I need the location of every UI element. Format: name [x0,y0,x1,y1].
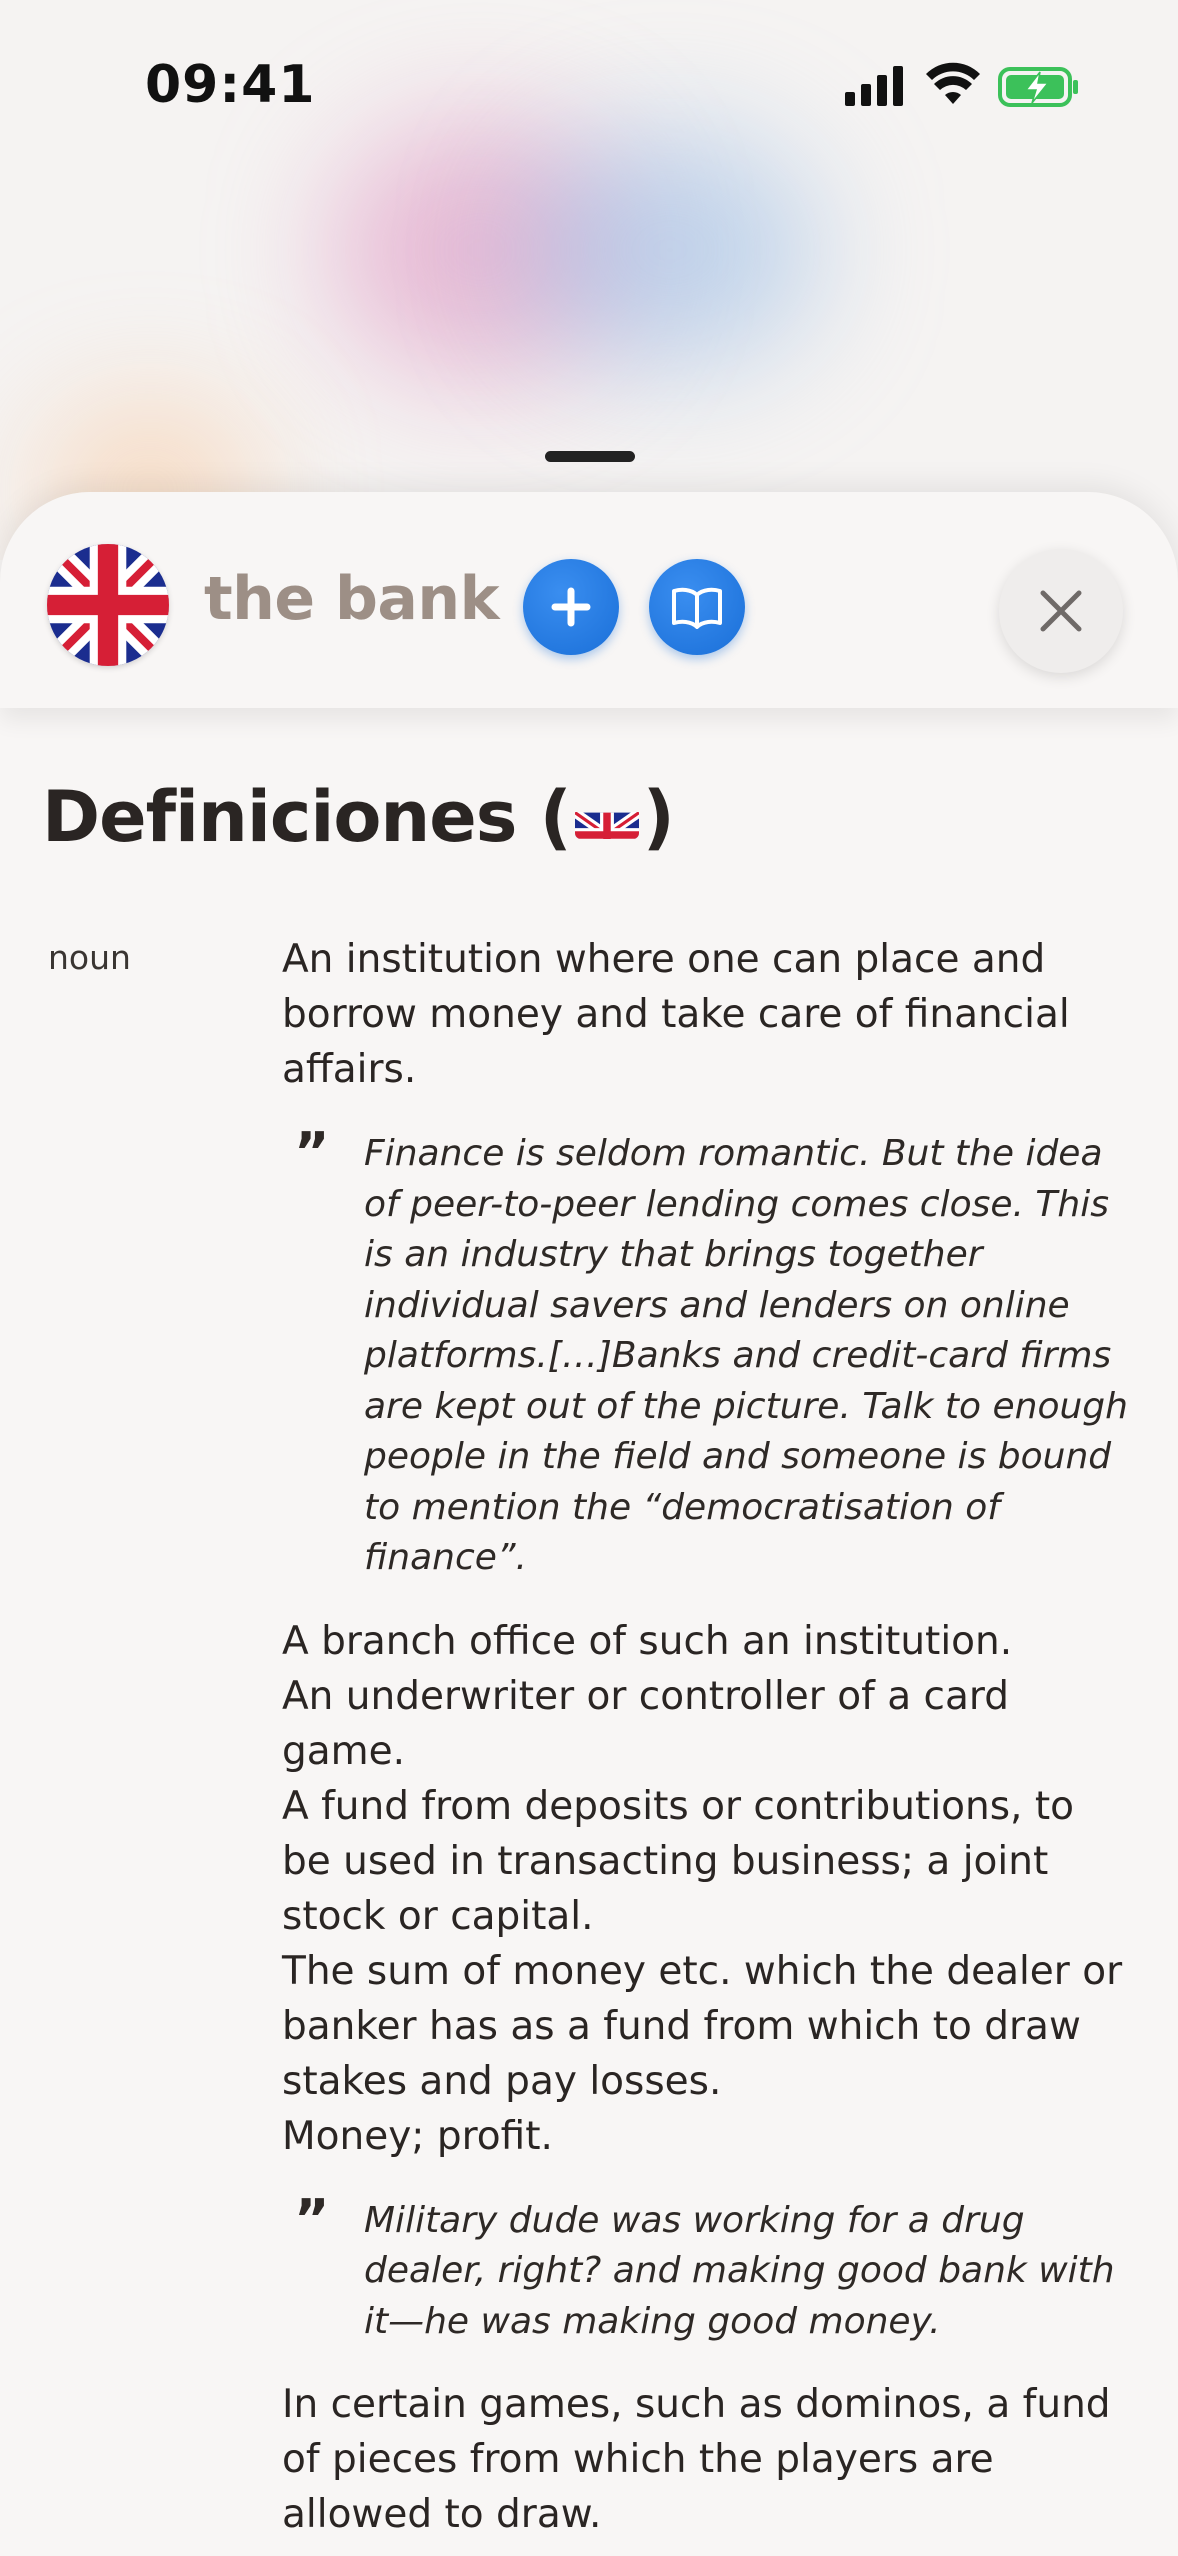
battery-charging-icon [998,66,1080,108]
sheet-grabber[interactable] [545,451,635,462]
example-quote-text: Military dude was working for a drug dealer, right? and making good bank with it—he was making good money. [364,2199,1115,2342]
plus-icon [549,585,593,629]
definition-item: An institution where one can place and borrow money and take care of financial affairs. [282,937,1070,1092]
word-sheet [0,492,1178,2556]
example-quote [294,2187,1132,2348]
wifi-icon [925,62,981,106]
definition-list [282,932,1132,2542]
open-book-icon [669,585,725,629]
uk-flag-small-icon [575,793,639,839]
definition-item: Money; profit. [282,2113,553,2159]
definitions-heading [42,776,674,858]
definition-item: In certain games, such as dominos, a fund of pieces from which the players are allowed to draw. [282,2382,1111,2537]
quote-mark-icon: ” [294,2187,330,2251]
cellular-signal-icon [845,64,905,106]
status-bar [0,0,1178,170]
definitions-heading-text: Definiciones ( [42,776,571,858]
definitions-heading-close: ) [642,776,674,858]
example-quote-text: Finance is seldom romantic. But the idea of peer-to-peer lending comes close. This is an industry that brings together individual savers and lenders on online platforms.[…]Banks and credit-card firms are kept out of the picture. Talk to enough people in the field and someone is bound to mention the “democratisation of finance”. [364,1133,1128,1578]
quote-mark-icon: ” [294,1121,330,1184]
word-title: the bank [204,564,500,634]
definition-item: An underwriter or controller of a card game. [282,1673,1009,1774]
definition-item: The sum of money etc. which the dealer or banker has as a fund from which to draw stakes and pay losses. [282,1948,1123,2104]
close-button[interactable] [999,549,1123,673]
close-icon [1038,588,1084,634]
dictionary-button[interactable] [649,559,745,655]
definition-item: A branch office of such an institution. [282,1618,1013,1664]
example-quote [294,1121,1132,1584]
sheet-header [0,492,1178,708]
definition-item: A fund from deposits or contributions, to be used in transacting business; a joint stock or capital. [282,1783,1074,1939]
part-of-speech: noun [48,938,131,977]
status-time: 09:41 [145,55,316,115]
uk-flag-icon [47,544,169,666]
add-word-button[interactable] [523,559,619,655]
